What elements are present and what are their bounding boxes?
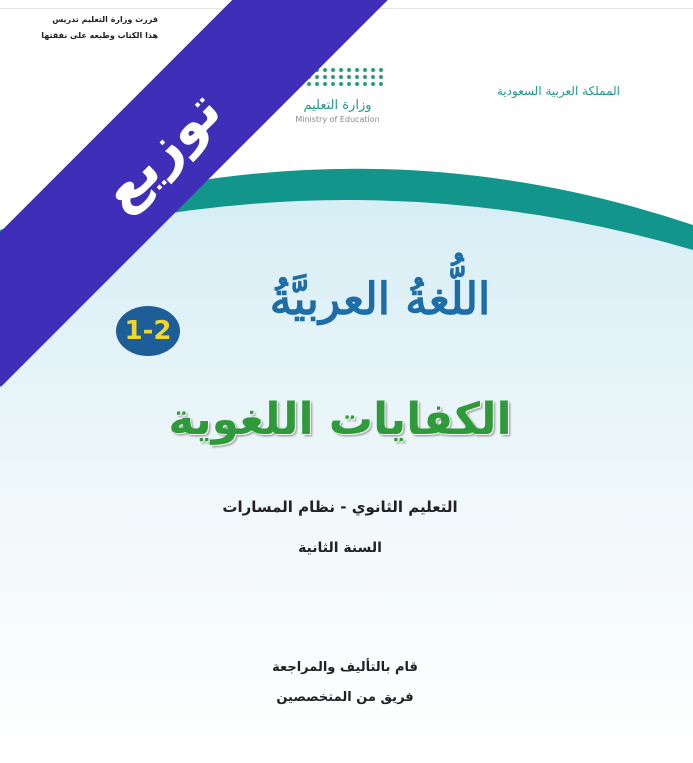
level-badge: 1-2 (116, 306, 180, 356)
ministry-name-en: Ministry of Education (295, 115, 380, 124)
program-label: التعليم الثانوي - نظام المسارات (222, 498, 458, 516)
year-label: السنة الثانية (298, 540, 382, 556)
banner-text: توزيع (87, 77, 233, 223)
book-subtitle: الكفايات اللغوية (168, 394, 512, 445)
decree-text (8, 12, 158, 44)
ministry-name-ar: وزارة التعليم (303, 98, 372, 113)
credits-line-1: قام بالتأليف والمراجعة (272, 660, 418, 675)
decree-line-1: قررت وزارة التعليم تدريس (52, 15, 158, 24)
credits-line-2: فريق من المتخصصين (276, 690, 414, 705)
decree-line-2: هذا الكتاب وطبعه على نفقتها (41, 31, 158, 40)
kingdom-label: المملكة العربية السعودية (496, 84, 620, 98)
book-title: اللُّغةُ العربيَّةُ (269, 274, 491, 325)
